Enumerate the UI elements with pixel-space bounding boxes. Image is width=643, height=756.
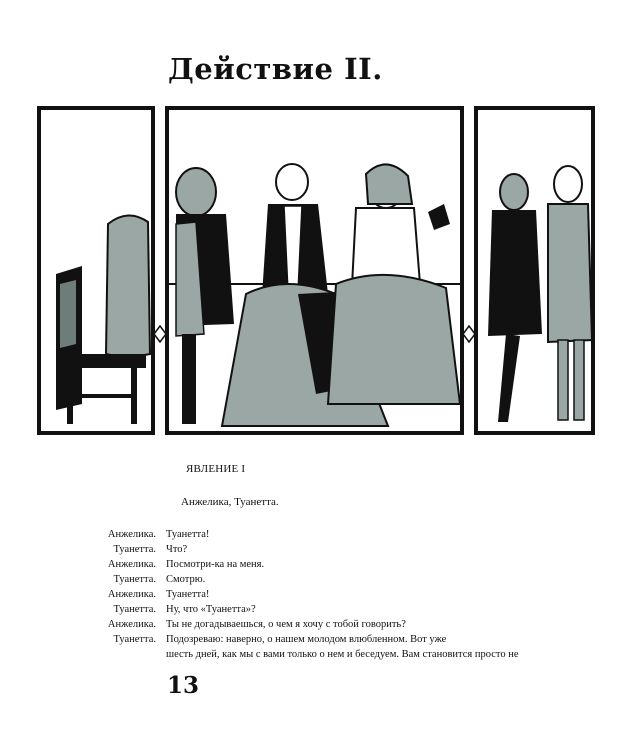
- speaker-name: Туанетта.: [113, 634, 156, 645]
- scene-heading: ЯВЛЕНИЕ I: [186, 463, 246, 475]
- line-text: Смотрю.: [166, 574, 206, 585]
- line-text: Ну, что «Туанетта»?: [166, 604, 256, 615]
- speaker-name: Анжелика.: [107, 619, 156, 630]
- act-title: Действие II.: [168, 52, 383, 86]
- speaker-name: Туанетта.: [113, 574, 156, 585]
- speaker-name: Анжелика.: [107, 529, 156, 540]
- dialogue-line: [60, 572, 620, 587]
- dialogue-line: [60, 557, 620, 572]
- page-number: 13: [167, 672, 200, 699]
- center-panel: [167, 108, 462, 433]
- dialogue-line: [60, 527, 620, 542]
- scene-illustration: [36, 104, 598, 438]
- line-text: Ты не догадываешься, о чем я хочу с тобой говорить?: [166, 619, 406, 630]
- dialogue-line: [60, 587, 620, 602]
- dialogue-line: [60, 632, 620, 647]
- dialogue-line: [60, 602, 620, 617]
- line-text: Посмотри-ка на меня.: [166, 559, 265, 570]
- dialogue-line: [60, 542, 620, 557]
- line-text: Подозреваю: наверно, о нашем молодом влюбленном. Вот уже: [166, 634, 447, 645]
- left-panel: [39, 108, 153, 433]
- speaker-name: Анжелика.: [107, 559, 156, 570]
- right-panel: [476, 108, 593, 433]
- character-list: Анжелика, Туанетта.: [181, 496, 279, 508]
- dialogue: [60, 527, 620, 662]
- speaker-name: Анжелика.: [107, 589, 156, 600]
- line-text: Что?: [166, 544, 188, 555]
- line-text: Туанетта!: [166, 529, 210, 540]
- speaker-name: Туанетта.: [113, 604, 156, 615]
- speaker-name: Туанетта.: [113, 544, 156, 555]
- dialogue-line: [60, 617, 620, 632]
- dialogue-continuation: шесть дней, как мы с вами только о нем и беседуем. Вам становится просто не: [166, 649, 519, 660]
- line-text: Туанетта!: [166, 589, 210, 600]
